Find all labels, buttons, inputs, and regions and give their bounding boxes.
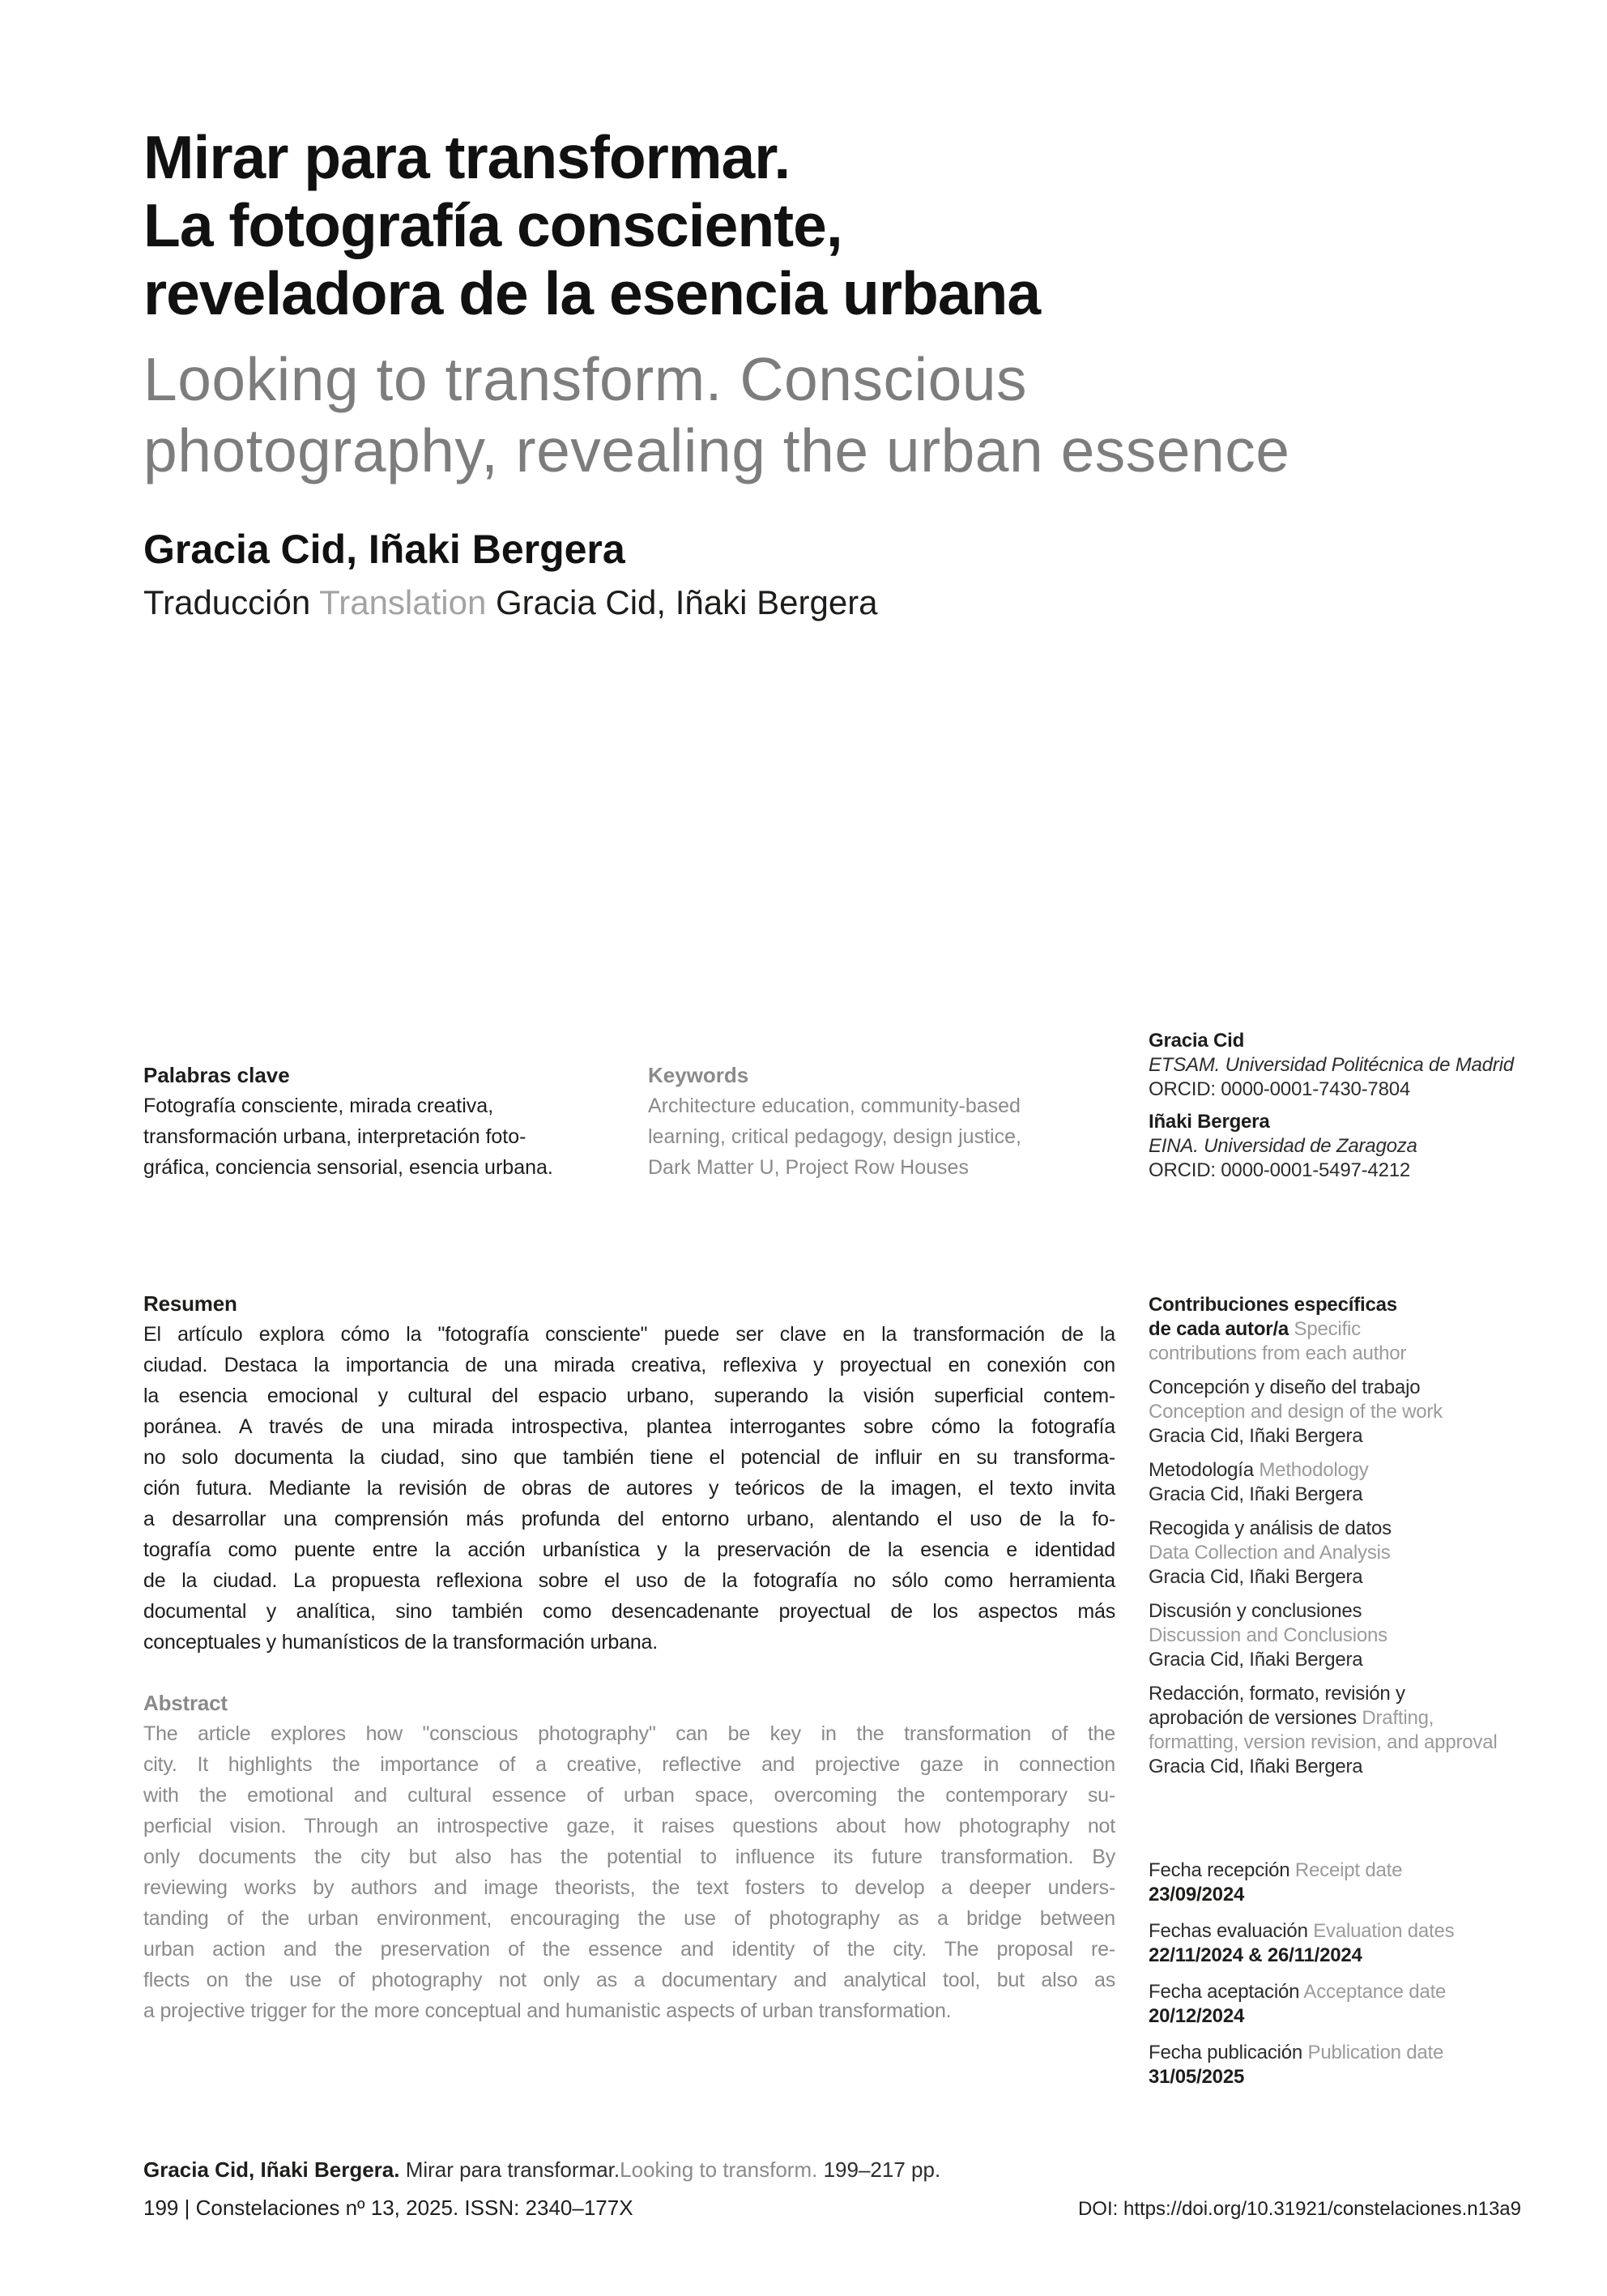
date-label: Fecha publicación Publication date xyxy=(1149,2042,1444,2063)
keywords-es-heading: Palabras clave xyxy=(143,1063,290,1087)
date-value: 23/09/2024 xyxy=(1149,1884,1245,1906)
date-item-acceptance xyxy=(1149,1980,1515,2029)
contribution-authors: Gracia Cid, Iñaki Bergera xyxy=(1149,1483,1363,1505)
author-info-entry xyxy=(1149,1029,1515,1102)
resumen-heading: Resumen xyxy=(143,1291,237,1316)
dates-block xyxy=(1149,1859,1515,2089)
abstract-heading: Abstract xyxy=(143,1691,228,1715)
date-label: Fechas evaluación Evaluation dates xyxy=(1149,1920,1455,1942)
author-names: Gracia Cid, Iñaki Bergera xyxy=(143,527,625,572)
contribution-label: Concepción y diseño del trabajo Conception and design of the work xyxy=(1149,1376,1443,1423)
article-title-en: Looking to transform. Conscious photography, revealing the urban essence xyxy=(143,345,1290,484)
author-info-affiliation: EINA. Universidad de Zaragoza xyxy=(1149,1135,1417,1157)
contribution-item xyxy=(1149,1599,1515,1672)
footer-doi-link[interactable]: DOI: https://doi.org/10.31921/constelaciones.n13a9 xyxy=(1077,2198,1521,2220)
contribution-authors: Gracia Cid, Iñaki Bergera xyxy=(1149,1425,1363,1447)
keywords-es-block xyxy=(143,1060,629,1183)
author-info-orcid: ORCID: 0000-0001-7430-7804 xyxy=(1149,1078,1411,1100)
keywords-en-text: Architecture education, community-based learning, critical pedagogy, design justice, Dark Matter U, Project Row Houses xyxy=(648,1095,1021,1179)
contribution-authors: Gracia Cid, Iñaki Bergera xyxy=(1149,1566,1363,1588)
contribution-item xyxy=(1149,1458,1515,1507)
contribution-label: Discusión y conclusiones Discussion and Conclusions xyxy=(1149,1600,1387,1646)
date-value: 22/11/2024 & 26/11/2024 xyxy=(1149,1944,1362,1966)
resumen-text: El artículo explora cómo la "fotografía consciente" puede ser clave en la transformación de la ciudad. Destaca la importancia de una mirada creativa, reflexiva y proyectual en conexión con la esencia emocional y cultural del espacio urbano, superando la visión superficial contem- poránea. A través de una mirada introspectiva, plantea interrogantes sobre cómo la fotografía no solo documenta la ciudad, sino que también tiene el potencial de influir en su transforma- ción futura. Mediante la revisión de obras de autores y teóricos de la imagen, el texto invita a desarrollar una comprensión más profunda del entorno urbano, alentando el uso de la fo- tografía como puente entre la acción urbanística y la preservación de la esencia e identidad de la ciudad. La propuesta reflexiona sobre el uso de la fotografía no sólo como herramienta documental y analítica, sino también como desencadenante proyectual de los aspectos más conceptuales y humanísticos de la transformación urbana. xyxy=(143,1323,1115,1654)
contribution-item xyxy=(1149,1682,1515,1779)
footer-page-info: 199 | Constelaciones nº 13, 2025. ISSN: 2340–177X xyxy=(143,2196,633,2220)
contribution-item xyxy=(1149,1376,1515,1449)
keywords-en-block xyxy=(648,1060,1118,1183)
contribution-label: Redacción, formato, revisión y aprobación de versiones Drafting, formatting, version revision, and approval xyxy=(1149,1683,1498,1753)
date-item-publication xyxy=(1149,2041,1515,2089)
keywords-en-heading: Keywords xyxy=(648,1063,749,1087)
date-value: 31/05/2025 xyxy=(1149,2066,1245,2088)
author-info-orcid: ORCID: 0000-0001-5497-4212 xyxy=(1149,1159,1411,1181)
date-label: Fecha aceptación Acceptance date xyxy=(1149,1981,1447,2003)
contributions-heading: Contribuciones específicas de cada autor/a Specific contributions from each author xyxy=(1149,1294,1407,1364)
abstract-section xyxy=(143,1688,1115,2026)
contribution-authors: Gracia Cid, Iñaki Bergera xyxy=(1149,1756,1363,1777)
date-item-receipt xyxy=(1149,1859,1515,1907)
contribution-label: Recogida y análisis de datos Data Collection and Analysis xyxy=(1149,1517,1392,1564)
contribution-label: Metodología Methodology xyxy=(1149,1459,1369,1481)
abstract-text: The article explores how "conscious photography" can be key in the transformation of the city. It highlights the importance of a creative, reflective and projective gaze in connection with the emotional and cultural essence of urban space, overcoming the contemporary su- perficial vision. Through an introspective gaze, it raises questions about how photography not only documents the city but also has the potential to influence its future transformation. By reviewing works by authors and image theorists, the text fosters to develop a deeper unders- tanding of the urban environment, encouraging the use of photography as a bridge between urban action and the preservation of the essence and identity of the city. The proposal re- flects on the use of photography not only as a documentary and analytical tool, but also as a projective trigger for the more conceptual and humanistic aspects of urban transformation. xyxy=(143,1722,1115,2022)
footer-citation: Gracia Cid, Iñaki Bergera. Mirar para transformar.Looking to transform. 199–217 pp. xyxy=(143,2157,941,2182)
date-label: Fecha recepción Receipt date xyxy=(1149,1859,1403,1881)
author-info-name: Gracia Cid xyxy=(1149,1030,1245,1052)
resumen-section xyxy=(143,1288,1115,1658)
article-title-es: Mirar para transformar. La fotografía consciente, reveladora de la esencia urbana xyxy=(143,123,1041,327)
author-info-name: Iñaki Bergera xyxy=(1149,1111,1270,1133)
date-item-evaluation xyxy=(1149,1919,1515,1968)
author-info-affiliation: ETSAM. Universidad Politécnica de Madrid xyxy=(1149,1054,1514,1076)
date-value: 20/12/2024 xyxy=(1149,2005,1245,2027)
sidebar xyxy=(1149,1029,1515,2089)
contribution-authors: Gracia Cid, Iñaki Bergera xyxy=(1149,1649,1363,1671)
keywords-es-text: Fotografía consciente, mirada creativa, transformación urbana, interpretación foto- gráfica, conciencia sensorial, esencia urbana. xyxy=(143,1095,553,1179)
author-info-entry xyxy=(1149,1110,1515,1183)
translation-credit: Traducción Translation Gracia Cid, Iñaki Bergera xyxy=(143,583,878,621)
contribution-item xyxy=(1149,1517,1515,1590)
